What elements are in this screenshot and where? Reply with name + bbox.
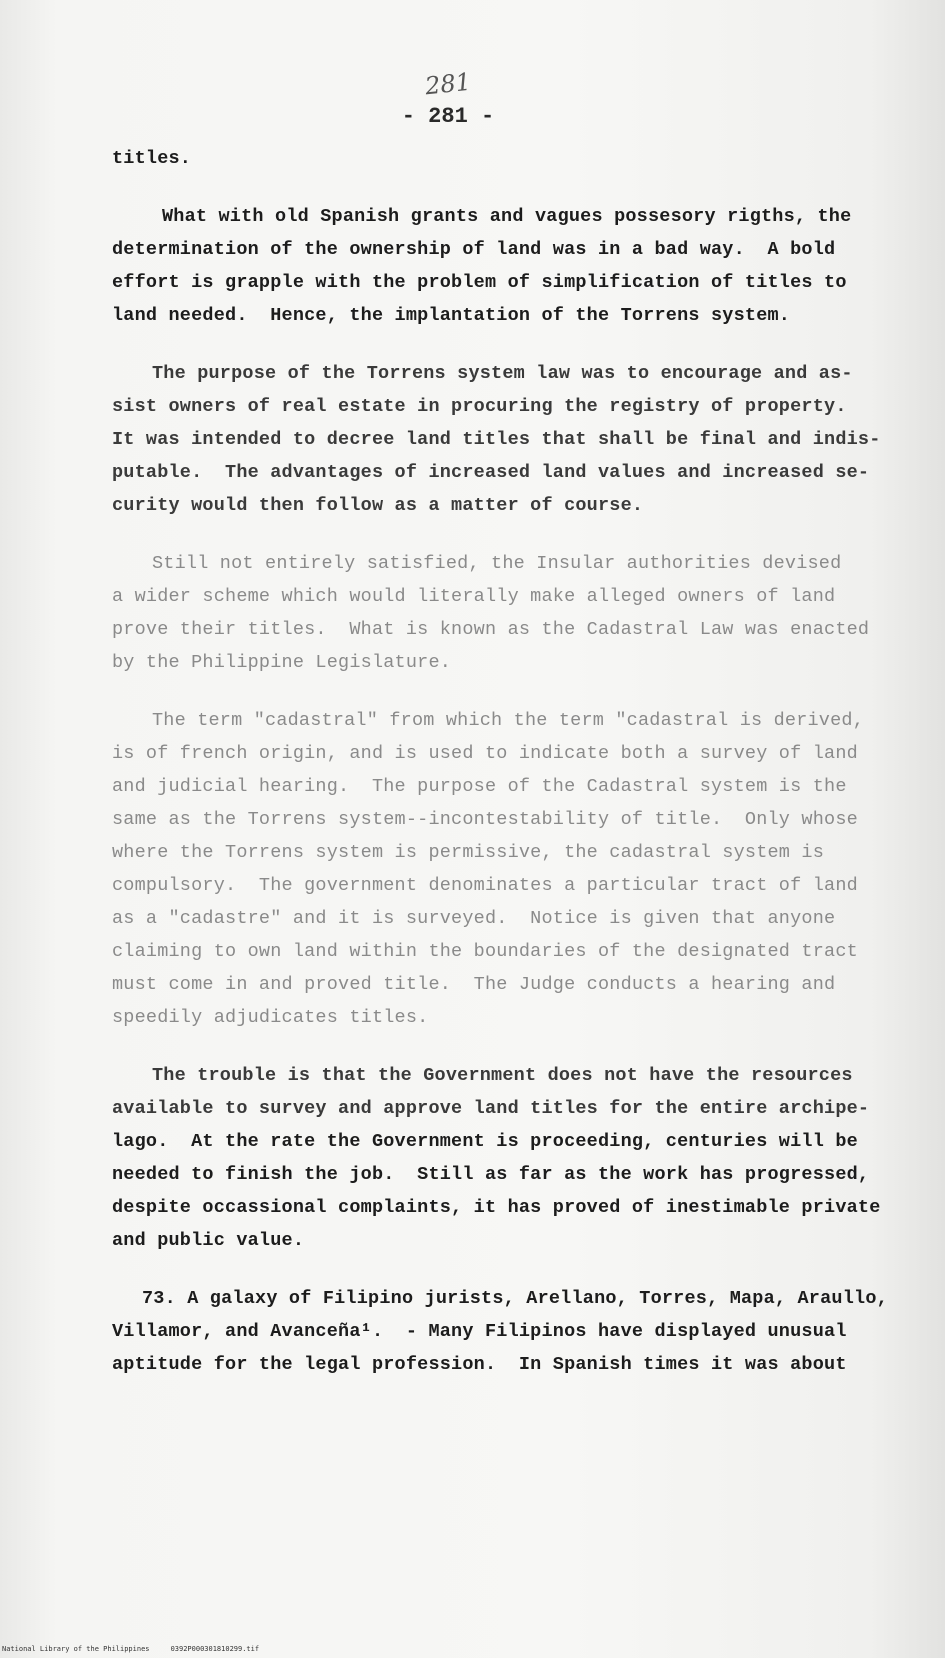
text-line: is of french origin, and is used to indicate both a survey of land [112, 743, 858, 764]
text-line: despite occassional complaints, it has proved of inestimable private [112, 1197, 881, 1218]
text-line: What with old Spanish grants and vagues possesory rigths, the [162, 206, 852, 227]
text-line: putable. The advantages of increased land values and increased se- [112, 462, 870, 483]
text-line: curity would then follow as a matter of course. [112, 495, 644, 516]
text-line: and public value. [112, 1230, 305, 1251]
text-line: aptitude for the legal profession. In Spanish times it was about [112, 1354, 847, 1375]
text-line: effort is grapple with the problem of simplification of titles to [112, 272, 847, 293]
text-line: Villamor, and Avanceña¹. - Many Filipinos have displayed unusual [112, 1321, 847, 1342]
text-line: compulsory. The government denominates a particular tract of land [112, 875, 858, 896]
text-line: The trouble is that the Government does not have the resources [152, 1065, 853, 1086]
text-line: The purpose of the Torrens system law was to encourage and as- [152, 363, 853, 384]
text-line: land needed. Hence, the implantation of the Torrens system. [112, 305, 791, 326]
text-line: 73. A galaxy of Filipino jurists, Arellano, Torres, Mapa, Araullo, [142, 1288, 888, 1309]
text-line: and judicial hearing. The purpose of the Cadastral system is the [112, 776, 847, 797]
text-line: available to survey and approve land titles for the entire archipe- [112, 1098, 870, 1119]
text-line: a wider scheme which would literally make alleged owners of land [112, 586, 836, 607]
text-line: The term "cadastral" from which the term "cadastral is derived, [152, 710, 865, 731]
text-line: It was intended to decree land titles that shall be final and indis- [112, 429, 881, 450]
text-line: needed to finish the job. Still as far as the work has progressed, [112, 1164, 870, 1185]
text-line: lago. At the rate the Government is proceeding, centuries will be [112, 1131, 858, 1152]
body-text [112, 142, 912, 1381]
handwritten-page-number: 281 [423, 67, 473, 101]
text-line: claiming to own land within the boundaries of the designated tract [112, 941, 858, 962]
text-line: speedily adjudicates titles. [112, 1007, 429, 1028]
text-line: titles. [112, 148, 192, 169]
text-line: by the Philippine Legislature. [112, 652, 452, 673]
text-line: must come in and proved title. The Judge conducts a hearing and [112, 974, 836, 995]
text-line: same as the Torrens system--incontestability of title. Only whose [112, 809, 858, 830]
text-line: sist owners of real estate in procuring the registry of property. [112, 396, 847, 417]
text-line: prove their titles. What is known as the Cadastral Law was enacted [112, 619, 870, 640]
scan-footer: National Library of the Philippines 0392P000301810299.tif [2, 1645, 260, 1653]
text-line: as a "cadastre" and it is surveyed. Notice is given that anyone [112, 908, 836, 929]
text-line: determination of the ownership of land was in a bad way. A bold [112, 239, 836, 260]
page-number: - 281 - [401, 104, 495, 129]
text-line: Still not entirely satisfied, the Insular authorities devised [152, 553, 842, 574]
text-line: where the Torrens system is permissive, the cadastral system is [112, 842, 825, 863]
